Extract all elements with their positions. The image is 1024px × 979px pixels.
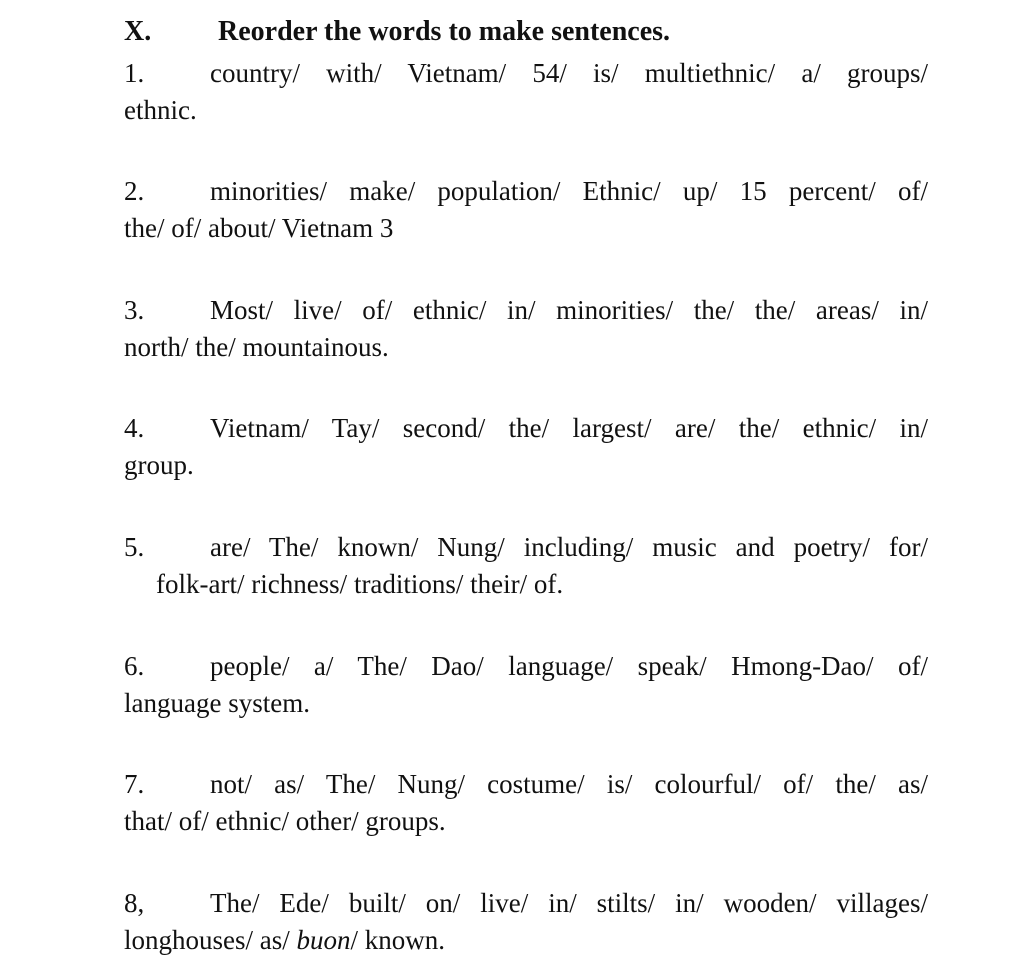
item-number: 7. [124, 769, 145, 799]
item-words-line-1: people/ a/ The/ Dao/ language/ speak/ Hmong-Dao/ of/ [210, 651, 928, 681]
exercise-item-5 [124, 529, 928, 603]
item-words-line-1: Vietnam/ Tay/ second/ the/ largest/ are/ the/ ethnic/ in/ [210, 413, 928, 443]
item-words-line-2-start: longhouses/ as/ [124, 925, 297, 955]
item-words-line-2: group. [124, 450, 194, 480]
item-words-line-1: The/ Ede/ built/ on/ live/ in/ stilts/ in/ wooden/ villages/ [210, 888, 928, 918]
item-words-line-1: country/ with/ Vietnam/ 54/ is/ multiethnic/ a/ groups/ [210, 58, 928, 88]
item-number: 4. [124, 413, 145, 443]
exercise-item-7 [124, 766, 928, 840]
item-words-line-2: that/ of/ ethnic/ other/ groups. [124, 806, 446, 836]
section-heading [124, 14, 670, 50]
item-words-line-1: Most/ live/ of/ ethnic/ in/ minorities/ the/ the/ areas/ in/ [210, 295, 928, 325]
item-number: 6. [124, 651, 145, 681]
item-words-line-1: not/ as/ The/ Nung/ costume/ is/ colourful/ of/ the/ as/ [210, 769, 928, 799]
item-words-line-2: the/ of/ about/ Vietnam 3 [124, 213, 394, 243]
item-number: 5. [124, 532, 145, 562]
item-words-line-2 [124, 922, 928, 959]
exercise-item-4 [124, 410, 928, 484]
item-words-line-2-end: / known. [350, 925, 445, 955]
exercise-item-2 [124, 173, 928, 247]
exercise-item-8 [124, 885, 928, 959]
item-number: 1. [124, 58, 145, 88]
item-words-line-1: are/ The/ known/ Nung/ including/ music and poetry/ for/ [210, 532, 928, 562]
item-words-line-2: north/ the/ mountainous. [124, 332, 389, 362]
section-number: X. [124, 16, 152, 47]
item-words-line-2: folk-art/ richness/ traditions/ their/ of. [156, 569, 564, 599]
exercise-item-3 [124, 292, 928, 366]
item-number: 3. [124, 295, 145, 325]
exercise-item-1 [124, 55, 928, 129]
section-title: Reorder the words to make sentences. [218, 16, 671, 47]
item-number: 2. [124, 176, 145, 206]
item-words-line-1: minorities/ make/ population/ Ethnic/ up/ 15 percent/ of/ [210, 176, 928, 206]
item-words-line-2: language system. [124, 688, 310, 718]
item-number: 8, [124, 888, 145, 918]
exercise-item-6 [124, 648, 928, 722]
italic-word-buon: buon [296, 925, 351, 955]
item-words-line-2: ethnic. [124, 95, 197, 125]
